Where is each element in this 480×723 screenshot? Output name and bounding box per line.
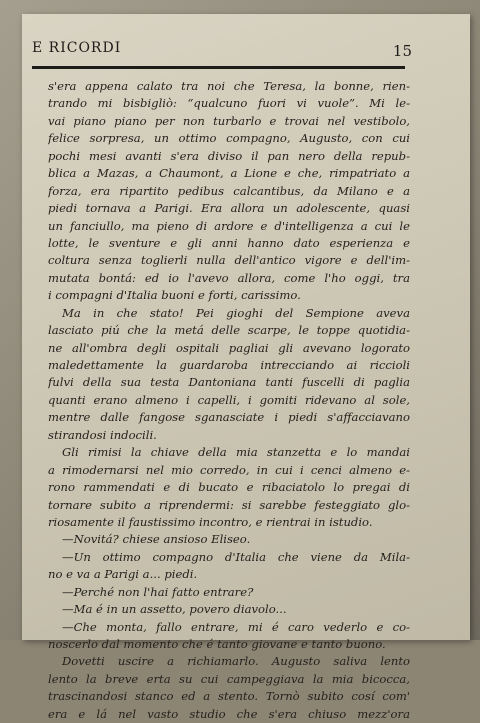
text-line: Gli rimisi la chiave della mia stanzetta e lo mandai (62, 445, 410, 460)
text-line: ne all'ombra degli ospitali pagliai gli avevano logorato (48, 340, 410, 355)
text-line: pochi mesi avanti s'era diviso il pan nero della repub- (48, 148, 410, 163)
text-line: forza, era ripartito pedibus calcantibus, da Milano e a (48, 183, 410, 198)
text-line: era e lá nel vasto studio che s'era chiuso mezz'ora (48, 706, 410, 721)
text-line: —Un ottimo compagno d'Italia che viene da Mila- (62, 549, 410, 564)
text-line: felice sorpresa, un ottimo compagno, Augusto, con cui (48, 131, 410, 146)
text-line: un fanciullo, ma pieno di ardore e d'intelligenza a cui le (48, 218, 410, 233)
text-line: maledettamente la guardaroba intrecciando ai riccioli (48, 358, 410, 372)
text-line: blica a Mazas, a Chaumont, a Lione e che, rimpatriato a (48, 166, 410, 181)
text-line: quanti erano almeno i capelli, i gomiti ridevano al sole, (48, 392, 410, 407)
text-line: trando mi bisbigliò: “qualcuno fuori vi vuole”. Mi le- (48, 96, 410, 111)
page-header (32, 36, 412, 64)
text-line: trascinandosi stanco ed a stento. Tornò subito cosí com' (48, 689, 410, 704)
text-line: —Novitá? chiese ansioso Eliseo. (62, 532, 251, 547)
text-line: coltura senza toglierli nulla dell'antico vigore e dell'im- (48, 253, 410, 268)
header-rule (32, 66, 405, 69)
text-line: rono rammendati e di bucato e ribaciatolo lo pregai di (48, 480, 410, 495)
text-line: Ma in che stato! Pei gioghi del Sempione aveva (62, 305, 410, 320)
text-line: —Perché non l'hai fatto entrare? (62, 584, 254, 599)
text-line: lotte, le sventure e gli anni hanno dato esperienza e (48, 235, 410, 250)
text-line: mutata bontá: ed io l'avevo allora, come l'ho oggi, tra (48, 270, 410, 285)
text-line: noscerlo dal momento che é tanto giovane e tanto buono. (48, 637, 386, 651)
text-line: fulvi della sua testa Dantoniana tanti fuscelli di paglia (48, 375, 410, 390)
text-line: —Che monta, fallo entrare, mi é caro vederlo e co- (62, 619, 410, 634)
text-line: lasciato piú che la metá delle scarpe, le toppe quotidia- (48, 323, 410, 338)
text-line: a rimodernarsi nel mio corredo, in cui i cenci almeno e- (48, 462, 410, 477)
text-line: riosamente il faustissimo incontro, e rientrai in istudio. (48, 514, 373, 529)
running-title: E RICORDI (32, 40, 122, 56)
text-line: vai piano piano per non turbarlo e trovai nel vestibolo, (48, 113, 410, 128)
page-number: 15 (392, 42, 412, 60)
text-line: Dovetti uscire a richiamarlo. Augusto saliva lento (62, 654, 410, 669)
text-line: piedi tornava a Parigi. Era allora un adolescente, quasi (48, 201, 410, 216)
text-line: mentre dalle fangose sganasciate i piedi s'affacciavano (48, 410, 410, 425)
text-line: no e va a Parigi a... piedi. (48, 567, 198, 582)
text-line: stirandosi indocili. (48, 427, 157, 442)
text-line: s'era appena calato tra noi che Teresa, la bonne, rien- (48, 79, 410, 93)
text-line: tornare subito a riprendermi: si sarebbe festeggiato glo- (48, 497, 410, 512)
text-line: i compagni d'Italia buoni e forti, carissimo. (48, 288, 301, 303)
text-line: —Ma é in un assetto, povero diavolo... (62, 602, 287, 617)
body-text (48, 78, 410, 723)
text-line: lento la breve erta su cui campeggiava la mia bicocca, (48, 671, 410, 686)
